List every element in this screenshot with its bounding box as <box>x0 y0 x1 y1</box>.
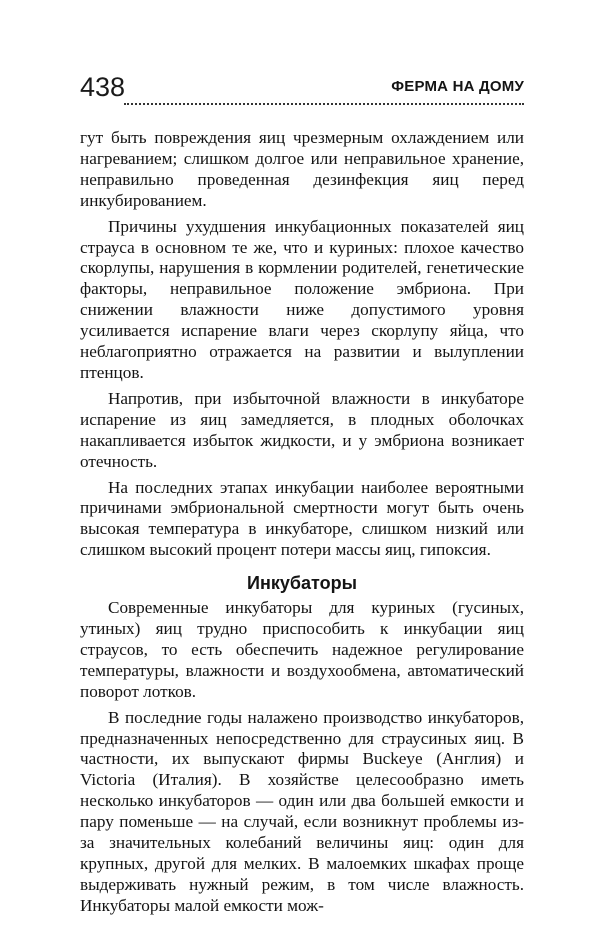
paragraph-continued: гут быть повреждения яиц чрезмерным охлаждением или нагреванием; слишком долгое или неправильное хранение, неправильно проведенная дезинфекция яиц перед инкубированием. <box>80 128 524 210</box>
paragraph: Напротив, при избыточной влажности в инкубаторе испарение из яиц замедляется, в плодных оболочках накапливается избыток жидкости, и у эмбриона возникает отечность. <box>80 388 524 471</box>
header-dotted-rule <box>124 103 524 105</box>
body-text <box>80 128 524 917</box>
running-title: ФЕРМА НА ДОМУ <box>391 78 524 95</box>
paragraph: В последние годы налажено производство инкубаторов, предназначенных непосредственно для страусиных яиц. В частности, их выпускают фирмы Buckeye (Англия) и Victoria (Италия). В хозяйстве целесообразно иметь несколько инкубаторов — один или два большей емкости и пару поменьше — на случай, если возникнут проблемы из-за значительных колебаний величины яиц: один для крупных, другой для мелких. В малоемких шкафах проще выдерживать нужный режим, в том числе влажность. Инкубаторы малой емкости мож- <box>80 707 524 915</box>
page-number: 438 <box>80 72 126 102</box>
section-heading: Инкубаторы <box>247 573 357 594</box>
paragraph: На последних этапах инкубации наиболее вероятными причинами эмбриональной смертности могут быть очень высокая температура в инкубаторе, слишком низкий или слишком высокий процент потери массы яиц, гипоксия. <box>80 477 524 560</box>
paragraph: Причины ухудшения инкубационных показателей яиц страуса в основном те же, что и куриных: плохое качество скорлупы, нарушения в кормлении родителей, генетические факторы, неправильное положение эмбриона. При снижении влажности ниже допустимого уровня усиливается испарение влаги через скорлупу яйца, что неблагоприятно отражается на развитии и вылуплении птенцов. <box>80 216 524 382</box>
running-head <box>80 72 524 106</box>
book-page <box>80 72 524 917</box>
paragraph: Современные инкубаторы для куриных (гусиных, утиных) яиц трудно приспособить к инкубации яиц страусов, то есть обеспечить надежное регулирование температуры, влажности и воздухообмена, автоматический поворот лотков. <box>80 598 524 701</box>
